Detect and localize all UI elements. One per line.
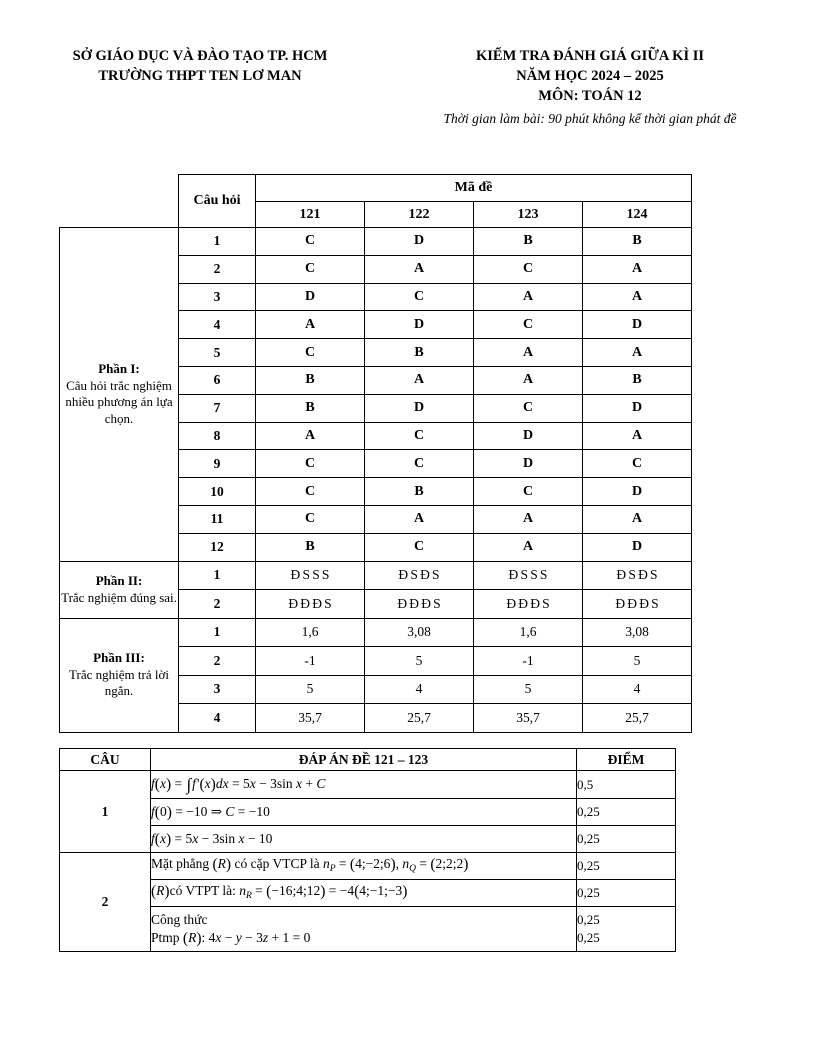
column-header-diem: ĐIỂM	[577, 749, 676, 771]
solution-step-score: 0,25	[577, 853, 676, 880]
answer-cell: D	[365, 394, 474, 422]
section-desc-part-3: Trắc nghiệm trả lời ngắn.	[69, 666, 169, 699]
answer-cell: C	[474, 394, 583, 422]
exam-school-year: NĂM HỌC 2024 – 2025	[516, 68, 664, 84]
table-row	[60, 561, 692, 590]
solution-question-number: 1	[60, 771, 151, 853]
question-number: 2	[179, 647, 256, 676]
exam-duration: Thời gian làm bài: 90 phút không kể thời gian phát đề	[443, 111, 737, 126]
table-header-row-2	[60, 202, 692, 228]
answer-cell: D	[583, 478, 692, 506]
exam-code-121: 121	[256, 202, 365, 228]
question-number: 3	[179, 675, 256, 704]
table-row	[60, 771, 676, 799]
question-number: 8	[179, 422, 256, 450]
column-header-cau: CÂU	[60, 749, 151, 771]
solution-score-line-1: 0,25	[577, 912, 600, 927]
answer-cell: B	[365, 478, 474, 506]
answer-cell: A	[474, 283, 583, 311]
solution-header-row	[60, 749, 676, 771]
answer-cell: ĐSĐS	[583, 561, 692, 590]
exam-title-block	[380, 46, 800, 129]
answer-cell: C	[256, 255, 365, 283]
exam-code-122: 122	[365, 202, 474, 228]
answer-cell: D	[474, 422, 583, 450]
answer-cell: -1	[256, 647, 365, 676]
answer-cell: ĐSĐS	[365, 561, 474, 590]
answer-cell: ĐSSS	[474, 561, 583, 590]
question-number: 12	[179, 533, 256, 561]
answer-cell: A	[583, 339, 692, 367]
section-title-part-1: Phần I:	[98, 361, 140, 377]
answer-cell: C	[583, 450, 692, 478]
answer-cell: 5	[583, 647, 692, 676]
answer-cell: C	[256, 450, 365, 478]
column-header-exam-code: Mã đề	[256, 175, 692, 202]
answer-cell: 25,7	[583, 704, 692, 733]
answer-cell: B	[365, 339, 474, 367]
answer-cell: C	[365, 450, 474, 478]
school-name: TRƯỜNG THPT TEN LƠ MAN	[98, 68, 302, 84]
section-title-part-2: Phần II:	[95, 573, 143, 589]
answer-cell: 35,7	[256, 704, 365, 733]
solution-step-text: f(0) = −10 ⇒ C = −10	[151, 799, 577, 826]
answer-cell: D	[365, 228, 474, 256]
solution-step-line-1: Công thức	[151, 911, 208, 927]
answer-cell: C	[474, 311, 583, 339]
solution-score-line-2: 0,25	[577, 930, 600, 945]
solution-question-number: 2	[60, 853, 151, 952]
answer-cell: D	[583, 394, 692, 422]
solution-step-text: (R)có VTPT là: $n_R$ = (−16;4;12) = −4(4;−1;−3)	[151, 880, 577, 907]
question-number: 4	[179, 311, 256, 339]
question-number: 5	[179, 339, 256, 367]
solution-step-score: 0,25	[577, 799, 676, 826]
answer-cell: B	[474, 228, 583, 256]
answer-cell: A	[583, 505, 692, 533]
answer-cell: A	[365, 505, 474, 533]
answer-cell: A	[365, 255, 474, 283]
answer-cell: D	[474, 450, 583, 478]
answer-cell: ĐĐĐS	[583, 590, 692, 619]
answer-cell: D	[583, 533, 692, 561]
answer-cell: C	[474, 255, 583, 283]
answer-cell: C	[474, 478, 583, 506]
question-number: 4	[179, 704, 256, 733]
answer-cell: C	[365, 283, 474, 311]
answer-cell: C	[256, 228, 365, 256]
question-number: 7	[179, 394, 256, 422]
solution-step-text: f(x) = 5x − 3sin x − 10	[151, 826, 577, 853]
question-number: 2	[179, 590, 256, 619]
answer-cell: A	[365, 366, 474, 394]
answer-cell: 5	[365, 647, 474, 676]
question-number: 1	[179, 228, 256, 256]
answer-cell: D	[365, 311, 474, 339]
question-number: 1	[179, 561, 256, 590]
exam-code-124: 124	[583, 202, 692, 228]
answer-cell: A	[474, 366, 583, 394]
empty-corner-cell	[60, 175, 179, 202]
answer-cell: D	[256, 283, 365, 311]
solution-step-score: 0,25	[577, 826, 676, 853]
answer-cell: 4	[365, 675, 474, 704]
answer-cell: ĐSSS	[256, 561, 365, 590]
column-header-dapan: ĐÁP ÁN ĐỀ 121 – 123	[151, 749, 577, 771]
answer-cell: C	[365, 422, 474, 450]
question-number: 11	[179, 505, 256, 533]
question-number: 10	[179, 478, 256, 506]
answer-cell: -1	[474, 647, 583, 676]
answer-cell: A	[583, 283, 692, 311]
section-desc-part-2: Trắc nghiệm đúng sai.	[61, 589, 177, 605]
column-header-question: Câu hỏi	[179, 175, 256, 228]
exam-title: KIỂM TRA ĐÁNH GIÁ GIỮA KÌ II	[475, 48, 704, 64]
solution-step-score	[577, 907, 676, 952]
answer-cell: 1,6	[256, 618, 365, 647]
solution-step-line-2: Ptmp (R): 4x − y − 3z + 1 = 0	[151, 929, 311, 947]
school-block	[20, 46, 380, 86]
table-row	[60, 618, 692, 647]
answer-cell: ĐĐĐS	[365, 590, 474, 619]
solution-step-score: 0,5	[577, 771, 676, 799]
answer-cell: 3,08	[365, 618, 474, 647]
answer-cell: 25,7	[365, 704, 474, 733]
answer-key-table	[59, 174, 692, 733]
answer-cell: 1,6	[474, 618, 583, 647]
question-number: 1	[179, 618, 256, 647]
section-label-part-1	[60, 228, 179, 562]
answer-cell: A	[583, 422, 692, 450]
solution-step-score: 0,25	[577, 880, 676, 907]
question-number: 3	[179, 283, 256, 311]
question-number: 6	[179, 366, 256, 394]
section-label-part-3	[60, 618, 179, 732]
table-row	[60, 826, 676, 853]
answer-cell: C	[256, 339, 365, 367]
answer-cell: ĐĐĐS	[474, 590, 583, 619]
table-row	[60, 799, 676, 826]
answer-cell: A	[474, 505, 583, 533]
answer-cell: C	[256, 505, 365, 533]
answer-cell: B	[256, 394, 365, 422]
answer-cell: B	[583, 228, 692, 256]
answer-cell: A	[256, 422, 365, 450]
document-header	[0, 46, 816, 141]
solution-detail-table	[59, 748, 676, 952]
answer-cell: B	[583, 366, 692, 394]
table-row	[60, 853, 676, 880]
answer-cell: B	[256, 366, 365, 394]
department-name: SỞ GIÁO DỤC VÀ ĐÀO TẠO TP. HCM	[72, 48, 328, 64]
answer-cell: D	[583, 311, 692, 339]
solution-step-text: Mặt phẳng (R) có cặp VTCP là $n_P$ = (4;−2;6), $n_Q$ = (2;2;2)	[151, 853, 577, 880]
answer-cell: B	[256, 533, 365, 561]
answer-cell: ĐĐĐS	[256, 590, 365, 619]
section-title-part-3: Phần III:	[93, 650, 145, 666]
answer-cell: 3,08	[583, 618, 692, 647]
table-row	[60, 907, 676, 952]
answer-cell: 4	[583, 675, 692, 704]
solution-step-text	[151, 907, 577, 952]
answer-cell: A	[474, 533, 583, 561]
answer-cell: C	[256, 478, 365, 506]
table-row	[60, 880, 676, 907]
answer-cell: C	[365, 533, 474, 561]
answer-cell: 5	[474, 675, 583, 704]
answer-cell: 5	[256, 675, 365, 704]
section-label-part-2	[60, 561, 179, 618]
question-number: 2	[179, 255, 256, 283]
table-row	[60, 228, 692, 256]
exam-code-123: 123	[474, 202, 583, 228]
table-header-row-1	[60, 175, 692, 202]
solution-step-text: f(x) = ∫f '(x)dx = 5x − 3sin x + C	[151, 771, 577, 799]
section-desc-part-1: Câu hỏi trắc nghiệm nhiều phương án lựa chọn.	[65, 377, 173, 426]
answer-cell: A	[474, 339, 583, 367]
answer-cell: A	[583, 255, 692, 283]
exam-subject: MÔN: TOÁN 12	[538, 88, 642, 104]
empty-corner-cell-2	[60, 202, 179, 228]
answer-cell: A	[256, 311, 365, 339]
answer-cell: 35,7	[474, 704, 583, 733]
question-number: 9	[179, 450, 256, 478]
